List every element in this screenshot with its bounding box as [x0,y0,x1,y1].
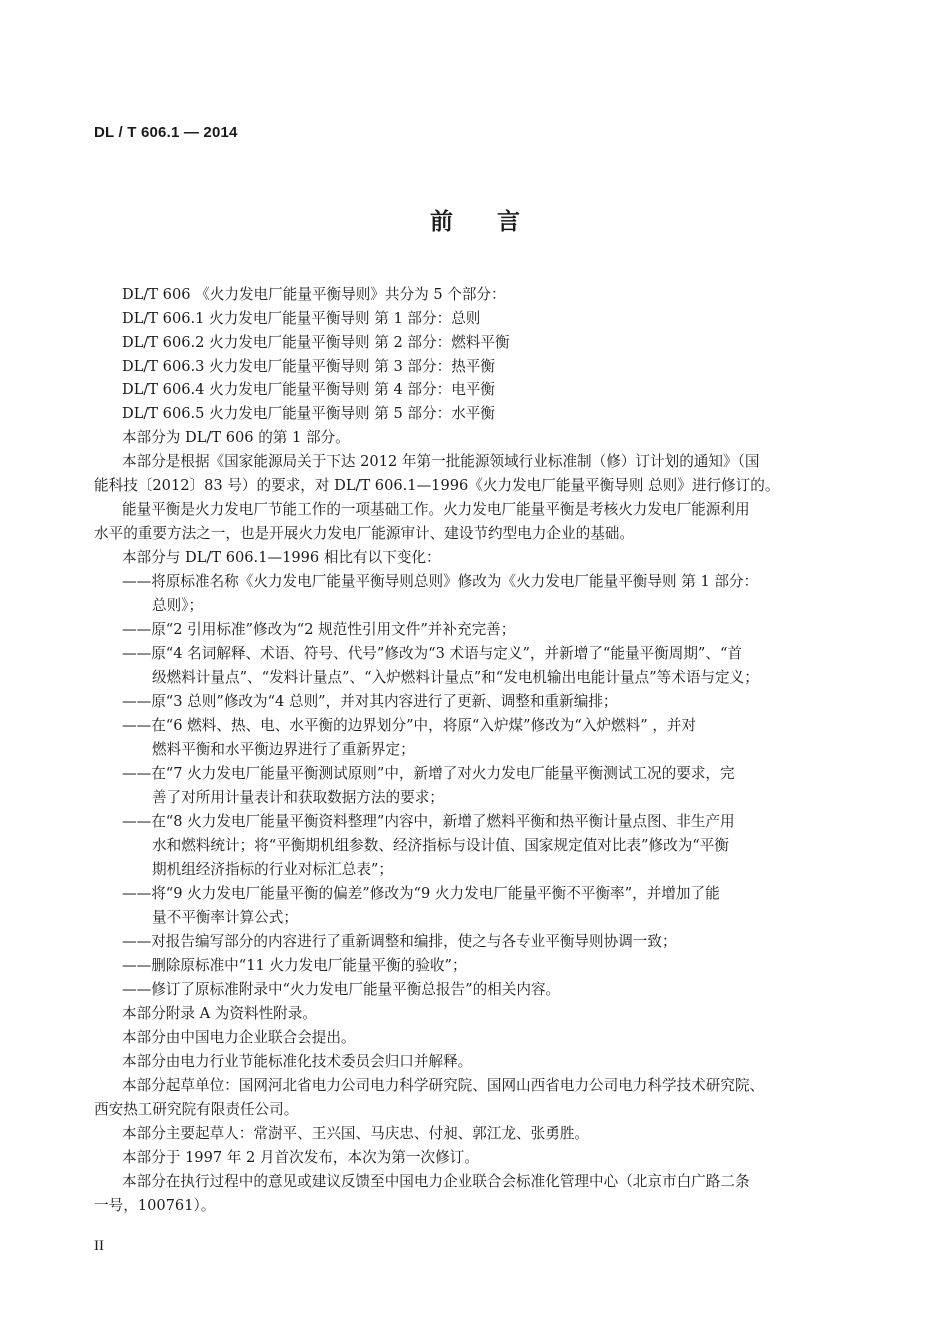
text-line: DL/T 606.1 火力发电厂能量平衡导则 第 1 部分：总则 [122,310,481,327]
page-number: II [94,1238,104,1254]
text-line: ——原“2 引用标准”修改为“2 规范性引用文件”并补充完善； [122,621,516,638]
text-line: 本部分为 DL/T 606 的第 1 部分。 [122,429,350,446]
text-line: 期机组经济指标的行业对标汇总表”； [152,861,393,878]
text-line: 量不平衡率计算公式； [152,909,298,926]
text-line: ——在“6 燃料、热、电、水平衡的边界划分”中，将原“入炉煤”修改为“入炉燃料” ，并对 [122,717,697,734]
text-line: 水和燃料统计；将“平衡期机组参数、经济指标与设计值、国家规定值对比表”修改为“平衡 [152,837,729,854]
text-line: ——在“8 火力发电厂能量平衡资料整理”内容中，新增了燃料平衡和热平衡计量点图、非生产用 [122,813,735,830]
text-line: 本部分是根据《国家能源局关于下达 2012 年第一批能源领域行业标准制（修）订计划的通知》（国 [122,453,760,470]
text-line: 本部分起草单位：国网河北省电力公司电力科学研究院、国网山西省电力公司电力科学技术研究院、 [122,1077,765,1094]
text-line: 善了对所用计量表计和获取数据方法的要求； [152,789,444,806]
text-line: ——修订了原标准附录中“火力发电厂能量平衡总报告”的相关内容。 [122,981,561,998]
text-line: 一号，100761）。 [94,1197,216,1214]
text-line: DL/T 606.2 火力发电厂能量平衡导则 第 2 部分：燃料平衡 [122,334,510,351]
text-line: 水平的重要方法之一，也是开展火力发电厂能源审计、建设节约型电力企业的基础。 [94,525,634,542]
text-line: 能量平衡是火力发电厂节能工作的一项基础工作。火力发电厂能量平衡是考核火力发电厂能源利用 [122,501,750,518]
text-line: 燃料平衡和水平衡边界进行了重新界定； [152,741,415,758]
text-line: DL/T 606.3 火力发电厂能量平衡导则 第 3 部分：热平衡 [122,358,495,375]
text-line: DL/T 606 《火力发电厂能量平衡导则》共分为 5 个部分： [122,286,506,303]
text-line: DL/T 606.4 火力发电厂能量平衡导则 第 4 部分：电平衡 [122,381,495,398]
text-line: 本部分由电力行业节能标准化技术委员会归口并解释。 [122,1053,473,1070]
text-line: ——对报告编写部分的内容进行了重新调整和编排，使之与各专业平衡导则协调一致； [122,933,677,950]
text-line: 本部分与 DL/T 606.1—1996 相比有以下变化： [122,549,441,566]
text-line: 本部分附录 A 为资料性附录。 [122,1005,317,1022]
text-line: 本部分由中国电力企业联合会提出。 [122,1029,356,1046]
text-line: 能科技〔2012〕83 号）的要求，对 DL/T 606.1—1996《火力发电厂能量平衡导则 总则》进行修订的。 [94,477,780,494]
text-line: ——原“4 名词解释、术语、符号、代号”修改为“3 术语与定义”，并新增了“能量平衡周期”、“首 [122,645,743,662]
page-title: 前言 [430,209,564,235]
text-line: ——删除原标准中“11 火力发电厂能量平衡的验收”； [122,957,467,974]
text-line: 本部分在执行过程中的意见或建议反馈至中国电力企业联合会标准化管理中心（北京市白广路二条 [122,1173,750,1190]
text-line: ——将原标准名称《火力发电厂能量平衡导则总则》修改为《火力发电厂能量平衡导则 第 1 部分： [122,573,759,590]
text-line: 本部分于 1997 年 2 月首次发布，本次为第一次修订。 [122,1149,479,1166]
text-line: ——原“3 总则”修改为“4 总则”，并对其内容进行了更新、调整和重新编排； [122,693,618,710]
text-line: 西安热工研究院有限责任公司。 [94,1101,299,1118]
text-line: ——在“7 火力发电厂能量平衡测试原则”中，新增了对火力发电厂能量平衡测试工况的要求，完 [122,765,735,782]
standard-code: DL / T 606.1 — 2014 [94,124,238,141]
text-line: 本部分主要起草人：常澍平、王兴国、马庆忠、付昶、郭江龙、张勇胜。 [122,1125,590,1142]
text-line: DL/T 606.5 火力发电厂能量平衡导则 第 5 部分：水平衡 [122,405,495,422]
text-line: 级燃料计量点”、“发料计量点”、“入炉燃料计量点”和“发电机输出电能计量点”等术语与定义； [152,669,759,686]
text-line: 总则》； [152,597,204,614]
text-line: ——将“9 火力发电厂能量平衡的偏差”修改为“9 火力发电厂能量平衡不平衡率”，并增加了能 [122,885,720,902]
